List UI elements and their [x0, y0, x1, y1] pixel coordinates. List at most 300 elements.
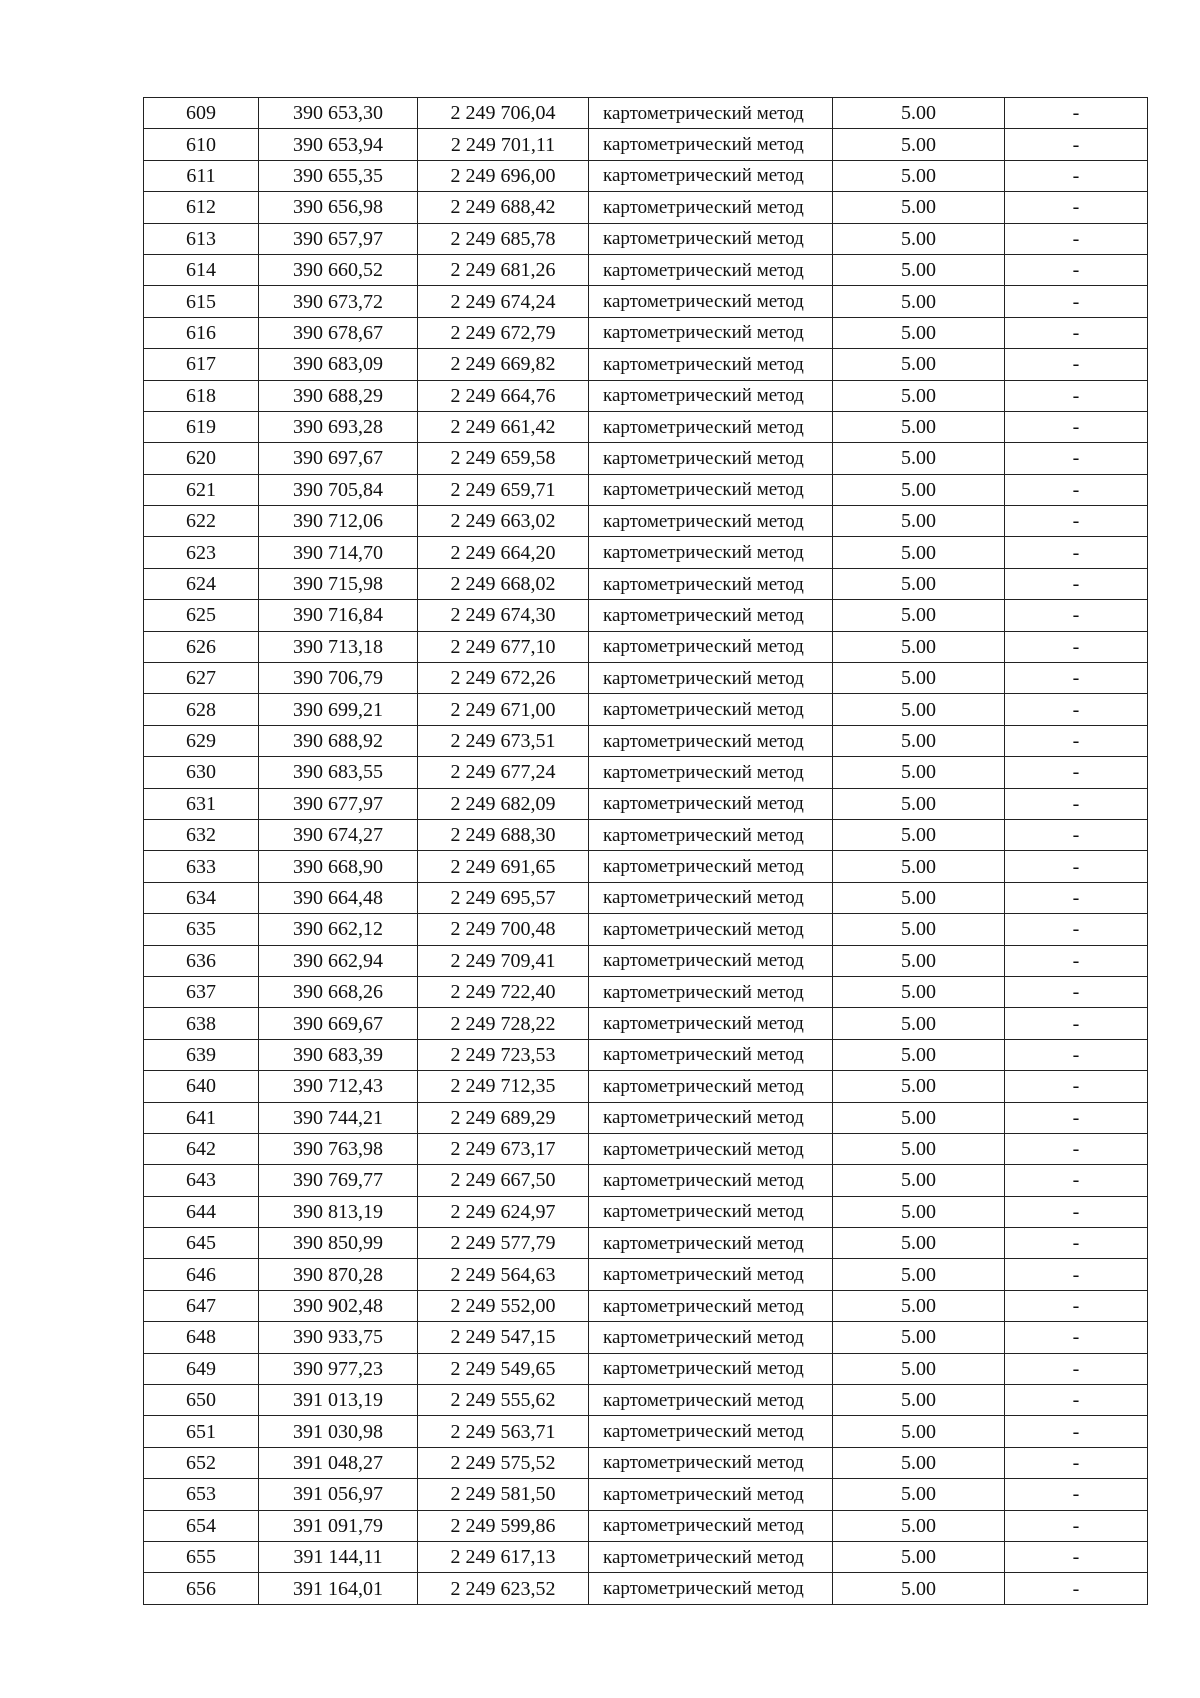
method-cell: картометрический метод [589, 1573, 833, 1604]
point-number-cell: 652 [144, 1447, 259, 1478]
point-number-cell: 633 [144, 851, 259, 882]
accuracy-cell: 5.00 [833, 1416, 1005, 1447]
x-coordinate-cell: 390 683,55 [259, 757, 418, 788]
table-row [144, 1228, 1148, 1259]
method-cell: картометрический метод [589, 663, 833, 694]
accuracy-cell: 5.00 [833, 537, 1005, 568]
note-cell: - [1005, 945, 1148, 976]
y-coordinate-cell: 2 249 581,50 [418, 1479, 589, 1510]
note-cell: - [1005, 663, 1148, 694]
point-number-cell: 630 [144, 757, 259, 788]
y-coordinate-cell: 2 249 677,24 [418, 757, 589, 788]
y-coordinate-cell: 2 249 549,65 [418, 1353, 589, 1384]
note-cell: - [1005, 1102, 1148, 1133]
table-row [144, 1165, 1148, 1196]
accuracy-cell: 5.00 [833, 600, 1005, 631]
x-coordinate-cell: 390 688,92 [259, 725, 418, 756]
accuracy-cell: 5.00 [833, 1133, 1005, 1164]
table-row [144, 506, 1148, 537]
x-coordinate-cell: 391 056,97 [259, 1479, 418, 1510]
point-number-cell: 612 [144, 192, 259, 223]
note-cell: - [1005, 286, 1148, 317]
table-row [144, 1102, 1148, 1133]
coordinates-table [143, 97, 1148, 1605]
y-coordinate-cell: 2 249 722,40 [418, 976, 589, 1007]
x-coordinate-cell: 390 744,21 [259, 1102, 418, 1133]
note-cell: - [1005, 1322, 1148, 1353]
accuracy-cell: 5.00 [833, 129, 1005, 160]
method-cell: картометрический метод [589, 380, 833, 411]
x-coordinate-cell: 390 660,52 [259, 254, 418, 285]
y-coordinate-cell: 2 249 663,02 [418, 506, 589, 537]
y-coordinate-cell: 2 249 555,62 [418, 1385, 589, 1416]
note-cell: - [1005, 1510, 1148, 1541]
x-coordinate-cell: 390 693,28 [259, 411, 418, 442]
y-coordinate-cell: 2 249 669,82 [418, 349, 589, 380]
method-cell: картометрический метод [589, 474, 833, 505]
y-coordinate-cell: 2 249 688,42 [418, 192, 589, 223]
x-coordinate-cell: 390 657,97 [259, 223, 418, 254]
note-cell: - [1005, 1479, 1148, 1510]
table-row [144, 1353, 1148, 1384]
y-coordinate-cell: 2 249 688,30 [418, 819, 589, 850]
note-cell: - [1005, 129, 1148, 160]
note-cell: - [1005, 851, 1148, 882]
accuracy-cell: 5.00 [833, 411, 1005, 442]
x-coordinate-cell: 391 091,79 [259, 1510, 418, 1541]
accuracy-cell: 5.00 [833, 568, 1005, 599]
method-cell: картометрический метод [589, 443, 833, 474]
table-row [144, 317, 1148, 348]
note-cell: - [1005, 725, 1148, 756]
note-cell: - [1005, 1071, 1148, 1102]
y-coordinate-cell: 2 249 677,10 [418, 631, 589, 662]
y-coordinate-cell: 2 249 664,20 [418, 537, 589, 568]
x-coordinate-cell: 390 668,90 [259, 851, 418, 882]
x-coordinate-cell: 390 813,19 [259, 1196, 418, 1227]
method-cell: картометрический метод [589, 757, 833, 788]
y-coordinate-cell: 2 249 563,71 [418, 1416, 589, 1447]
y-coordinate-cell: 2 249 577,79 [418, 1228, 589, 1259]
note-cell: - [1005, 882, 1148, 913]
method-cell: картометрический метод [589, 1259, 833, 1290]
note-cell: - [1005, 317, 1148, 348]
y-coordinate-cell: 2 249 673,17 [418, 1133, 589, 1164]
table-row [144, 1573, 1148, 1604]
point-number-cell: 654 [144, 1510, 259, 1541]
table-row [144, 1008, 1148, 1039]
x-coordinate-cell: 390 656,98 [259, 192, 418, 223]
method-cell: картометрический метод [589, 98, 833, 129]
method-cell: картометрический метод [589, 568, 833, 599]
x-coordinate-cell: 391 048,27 [259, 1447, 418, 1478]
x-coordinate-cell: 390 716,84 [259, 600, 418, 631]
method-cell: картометрический метод [589, 537, 833, 568]
point-number-cell: 628 [144, 694, 259, 725]
point-number-cell: 651 [144, 1416, 259, 1447]
table-row [144, 819, 1148, 850]
x-coordinate-cell: 390 870,28 [259, 1259, 418, 1290]
method-cell: картометрический метод [589, 1290, 833, 1321]
accuracy-cell: 5.00 [833, 223, 1005, 254]
table-row [144, 223, 1148, 254]
x-coordinate-cell: 390 664,48 [259, 882, 418, 913]
y-coordinate-cell: 2 249 691,65 [418, 851, 589, 882]
x-coordinate-cell: 390 673,72 [259, 286, 418, 317]
table-row [144, 380, 1148, 411]
accuracy-cell: 5.00 [833, 757, 1005, 788]
point-number-cell: 637 [144, 976, 259, 1007]
table-row [144, 1447, 1148, 1478]
accuracy-cell: 5.00 [833, 945, 1005, 976]
x-coordinate-cell: 390 763,98 [259, 1133, 418, 1164]
accuracy-cell: 5.00 [833, 380, 1005, 411]
table-row [144, 914, 1148, 945]
y-coordinate-cell: 2 249 624,97 [418, 1196, 589, 1227]
table-row [144, 254, 1148, 285]
table-row [144, 631, 1148, 662]
table-row [144, 757, 1148, 788]
x-coordinate-cell: 390 669,67 [259, 1008, 418, 1039]
point-number-cell: 625 [144, 600, 259, 631]
x-coordinate-cell: 390 712,43 [259, 1071, 418, 1102]
x-coordinate-cell: 390 706,79 [259, 663, 418, 694]
y-coordinate-cell: 2 249 706,04 [418, 98, 589, 129]
accuracy-cell: 5.00 [833, 160, 1005, 191]
point-number-cell: 614 [144, 254, 259, 285]
accuracy-cell: 5.00 [833, 506, 1005, 537]
accuracy-cell: 5.00 [833, 694, 1005, 725]
point-number-cell: 619 [144, 411, 259, 442]
y-coordinate-cell: 2 249 623,52 [418, 1573, 589, 1604]
x-coordinate-cell: 390 977,23 [259, 1353, 418, 1384]
y-coordinate-cell: 2 249 659,58 [418, 443, 589, 474]
method-cell: картометрический метод [589, 1133, 833, 1164]
accuracy-cell: 5.00 [833, 474, 1005, 505]
accuracy-cell: 5.00 [833, 882, 1005, 913]
note-cell: - [1005, 254, 1148, 285]
y-coordinate-cell: 2 249 685,78 [418, 223, 589, 254]
y-coordinate-cell: 2 249 671,00 [418, 694, 589, 725]
note-cell: - [1005, 98, 1148, 129]
accuracy-cell: 5.00 [833, 1573, 1005, 1604]
method-cell: картометрический метод [589, 1196, 833, 1227]
point-number-cell: 632 [144, 819, 259, 850]
point-number-cell: 649 [144, 1353, 259, 1384]
accuracy-cell: 5.00 [833, 1447, 1005, 1478]
y-coordinate-cell: 2 249 599,86 [418, 1510, 589, 1541]
note-cell: - [1005, 192, 1148, 223]
coordinates-table-body [144, 98, 1148, 1605]
method-cell: картометрический метод [589, 1165, 833, 1196]
method-cell: картометрический метод [589, 192, 833, 223]
table-row [144, 537, 1148, 568]
note-cell: - [1005, 1133, 1148, 1164]
point-number-cell: 627 [144, 663, 259, 694]
x-coordinate-cell: 390 933,75 [259, 1322, 418, 1353]
y-coordinate-cell: 2 249 552,00 [418, 1290, 589, 1321]
point-number-cell: 623 [144, 537, 259, 568]
method-cell: картометрический метод [589, 945, 833, 976]
x-coordinate-cell: 390 713,18 [259, 631, 418, 662]
x-coordinate-cell: 390 662,12 [259, 914, 418, 945]
note-cell: - [1005, 1008, 1148, 1039]
table-row [144, 568, 1148, 599]
note-cell: - [1005, 1385, 1148, 1416]
note-cell: - [1005, 506, 1148, 537]
table-row [144, 1133, 1148, 1164]
point-number-cell: 653 [144, 1479, 259, 1510]
point-number-cell: 635 [144, 914, 259, 945]
note-cell: - [1005, 443, 1148, 474]
y-coordinate-cell: 2 249 701,11 [418, 129, 589, 160]
method-cell: картометрический метод [589, 254, 833, 285]
method-cell: картометрический метод [589, 1102, 833, 1133]
method-cell: картометрический метод [589, 1541, 833, 1572]
point-number-cell: 645 [144, 1228, 259, 1259]
y-coordinate-cell: 2 249 668,02 [418, 568, 589, 599]
note-cell: - [1005, 1290, 1148, 1321]
note-cell: - [1005, 1416, 1148, 1447]
accuracy-cell: 5.00 [833, 1322, 1005, 1353]
accuracy-cell: 5.00 [833, 192, 1005, 223]
table-row [144, 192, 1148, 223]
y-coordinate-cell: 2 249 575,52 [418, 1447, 589, 1478]
accuracy-cell: 5.00 [833, 1196, 1005, 1227]
point-number-cell: 615 [144, 286, 259, 317]
point-number-cell: 629 [144, 725, 259, 756]
point-number-cell: 613 [144, 223, 259, 254]
table-row [144, 1039, 1148, 1070]
method-cell: картометрический метод [589, 631, 833, 662]
y-coordinate-cell: 2 249 695,57 [418, 882, 589, 913]
point-number-cell: 622 [144, 506, 259, 537]
method-cell: картометрический метод [589, 317, 833, 348]
table-row [144, 1541, 1148, 1572]
x-coordinate-cell: 391 144,11 [259, 1541, 418, 1572]
note-cell: - [1005, 380, 1148, 411]
method-cell: картометрический метод [589, 1385, 833, 1416]
note-cell: - [1005, 474, 1148, 505]
y-coordinate-cell: 2 249 672,26 [418, 663, 589, 694]
x-coordinate-cell: 390 902,48 [259, 1290, 418, 1321]
x-coordinate-cell: 391 164,01 [259, 1573, 418, 1604]
note-cell: - [1005, 568, 1148, 599]
method-cell: картометрический метод [589, 600, 833, 631]
point-number-cell: 638 [144, 1008, 259, 1039]
x-coordinate-cell: 391 030,98 [259, 1416, 418, 1447]
table-row [144, 851, 1148, 882]
point-number-cell: 609 [144, 98, 259, 129]
x-coordinate-cell: 390 699,21 [259, 694, 418, 725]
y-coordinate-cell: 2 249 547,15 [418, 1322, 589, 1353]
table-row [144, 129, 1148, 160]
table-row [144, 600, 1148, 631]
accuracy-cell: 5.00 [833, 1102, 1005, 1133]
table-row [144, 98, 1148, 129]
point-number-cell: 618 [144, 380, 259, 411]
note-cell: - [1005, 537, 1148, 568]
table-row [144, 474, 1148, 505]
y-coordinate-cell: 2 249 709,41 [418, 945, 589, 976]
y-coordinate-cell: 2 249 681,26 [418, 254, 589, 285]
note-cell: - [1005, 1259, 1148, 1290]
method-cell: картометрический метод [589, 1416, 833, 1447]
table-row [144, 725, 1148, 756]
point-number-cell: 647 [144, 1290, 259, 1321]
table-row [144, 1259, 1148, 1290]
point-number-cell: 636 [144, 945, 259, 976]
point-number-cell: 624 [144, 568, 259, 599]
accuracy-cell: 5.00 [833, 1165, 1005, 1196]
note-cell: - [1005, 1353, 1148, 1384]
method-cell: картометрический метод [589, 1008, 833, 1039]
accuracy-cell: 5.00 [833, 1259, 1005, 1290]
accuracy-cell: 5.00 [833, 1290, 1005, 1321]
note-cell: - [1005, 819, 1148, 850]
x-coordinate-cell: 390 714,70 [259, 537, 418, 568]
note-cell: - [1005, 1165, 1148, 1196]
method-cell: картометрический метод [589, 976, 833, 1007]
y-coordinate-cell: 2 249 674,24 [418, 286, 589, 317]
table-row [144, 411, 1148, 442]
table-row [144, 882, 1148, 913]
table-row [144, 1322, 1148, 1353]
point-number-cell: 650 [144, 1385, 259, 1416]
note-cell: - [1005, 411, 1148, 442]
table-row [144, 976, 1148, 1007]
y-coordinate-cell: 2 249 659,71 [418, 474, 589, 505]
accuracy-cell: 5.00 [833, 914, 1005, 945]
x-coordinate-cell: 390 653,30 [259, 98, 418, 129]
accuracy-cell: 5.00 [833, 349, 1005, 380]
note-cell: - [1005, 1447, 1148, 1478]
point-number-cell: 640 [144, 1071, 259, 1102]
accuracy-cell: 5.00 [833, 317, 1005, 348]
x-coordinate-cell: 390 683,09 [259, 349, 418, 380]
method-cell: картометрический метод [589, 506, 833, 537]
x-coordinate-cell: 390 712,06 [259, 506, 418, 537]
table-row [144, 286, 1148, 317]
method-cell: картометрический метод [589, 914, 833, 945]
x-coordinate-cell: 390 662,94 [259, 945, 418, 976]
x-coordinate-cell: 390 705,84 [259, 474, 418, 505]
accuracy-cell: 5.00 [833, 254, 1005, 285]
method-cell: картометрический метод [589, 694, 833, 725]
note-cell: - [1005, 223, 1148, 254]
y-coordinate-cell: 2 249 689,29 [418, 1102, 589, 1133]
note-cell: - [1005, 976, 1148, 1007]
accuracy-cell: 5.00 [833, 1008, 1005, 1039]
method-cell: картометрический метод [589, 1479, 833, 1510]
point-number-cell: 610 [144, 129, 259, 160]
point-number-cell: 620 [144, 443, 259, 474]
table-row [144, 1479, 1148, 1510]
method-cell: картометрический метод [589, 160, 833, 191]
accuracy-cell: 5.00 [833, 663, 1005, 694]
table-row [144, 1510, 1148, 1541]
note-cell: - [1005, 757, 1148, 788]
y-coordinate-cell: 2 249 682,09 [418, 788, 589, 819]
point-number-cell: 643 [144, 1165, 259, 1196]
accuracy-cell: 5.00 [833, 851, 1005, 882]
x-coordinate-cell: 390 715,98 [259, 568, 418, 599]
point-number-cell: 634 [144, 882, 259, 913]
method-cell: картометрический метод [589, 223, 833, 254]
point-number-cell: 626 [144, 631, 259, 662]
table-row [144, 663, 1148, 694]
accuracy-cell: 5.00 [833, 1510, 1005, 1541]
accuracy-cell: 5.00 [833, 631, 1005, 662]
method-cell: картометрический метод [589, 349, 833, 380]
table-row [144, 1385, 1148, 1416]
y-coordinate-cell: 2 249 673,51 [418, 725, 589, 756]
x-coordinate-cell: 390 678,67 [259, 317, 418, 348]
x-coordinate-cell: 391 013,19 [259, 1385, 418, 1416]
method-cell: картометрический метод [589, 819, 833, 850]
table-row [144, 160, 1148, 191]
accuracy-cell: 5.00 [833, 1228, 1005, 1259]
x-coordinate-cell: 390 697,67 [259, 443, 418, 474]
accuracy-cell: 5.00 [833, 976, 1005, 1007]
note-cell: - [1005, 349, 1148, 380]
method-cell: картометрический метод [589, 1228, 833, 1259]
accuracy-cell: 5.00 [833, 286, 1005, 317]
method-cell: картометрический метод [589, 1447, 833, 1478]
y-coordinate-cell: 2 249 667,50 [418, 1165, 589, 1196]
table-row [144, 1071, 1148, 1102]
note-cell: - [1005, 631, 1148, 662]
y-coordinate-cell: 2 249 664,76 [418, 380, 589, 411]
point-number-cell: 639 [144, 1039, 259, 1070]
x-coordinate-cell: 390 655,35 [259, 160, 418, 191]
y-coordinate-cell: 2 249 700,48 [418, 914, 589, 945]
note-cell: - [1005, 1196, 1148, 1227]
accuracy-cell: 5.00 [833, 788, 1005, 819]
y-coordinate-cell: 2 249 617,13 [418, 1541, 589, 1572]
table-row [144, 1416, 1148, 1447]
method-cell: картометрический метод [589, 411, 833, 442]
point-number-cell: 641 [144, 1102, 259, 1133]
table-row [144, 1290, 1148, 1321]
method-cell: картометрический метод [589, 1039, 833, 1070]
x-coordinate-cell: 390 688,29 [259, 380, 418, 411]
note-cell: - [1005, 1573, 1148, 1604]
table-row [144, 1196, 1148, 1227]
method-cell: картометрический метод [589, 1353, 833, 1384]
accuracy-cell: 5.00 [833, 1039, 1005, 1070]
accuracy-cell: 5.00 [833, 443, 1005, 474]
point-number-cell: 655 [144, 1541, 259, 1572]
x-coordinate-cell: 390 769,77 [259, 1165, 418, 1196]
y-coordinate-cell: 2 249 672,79 [418, 317, 589, 348]
method-cell: картометрический метод [589, 725, 833, 756]
method-cell: картометрический метод [589, 882, 833, 913]
table-row [144, 349, 1148, 380]
note-cell: - [1005, 914, 1148, 945]
note-cell: - [1005, 1039, 1148, 1070]
accuracy-cell: 5.00 [833, 1353, 1005, 1384]
table-row [144, 788, 1148, 819]
point-number-cell: 621 [144, 474, 259, 505]
note-cell: - [1005, 160, 1148, 191]
accuracy-cell: 5.00 [833, 1479, 1005, 1510]
x-coordinate-cell: 390 674,27 [259, 819, 418, 850]
accuracy-cell: 5.00 [833, 98, 1005, 129]
method-cell: картометрический метод [589, 788, 833, 819]
accuracy-cell: 5.00 [833, 1385, 1005, 1416]
point-number-cell: 656 [144, 1573, 259, 1604]
